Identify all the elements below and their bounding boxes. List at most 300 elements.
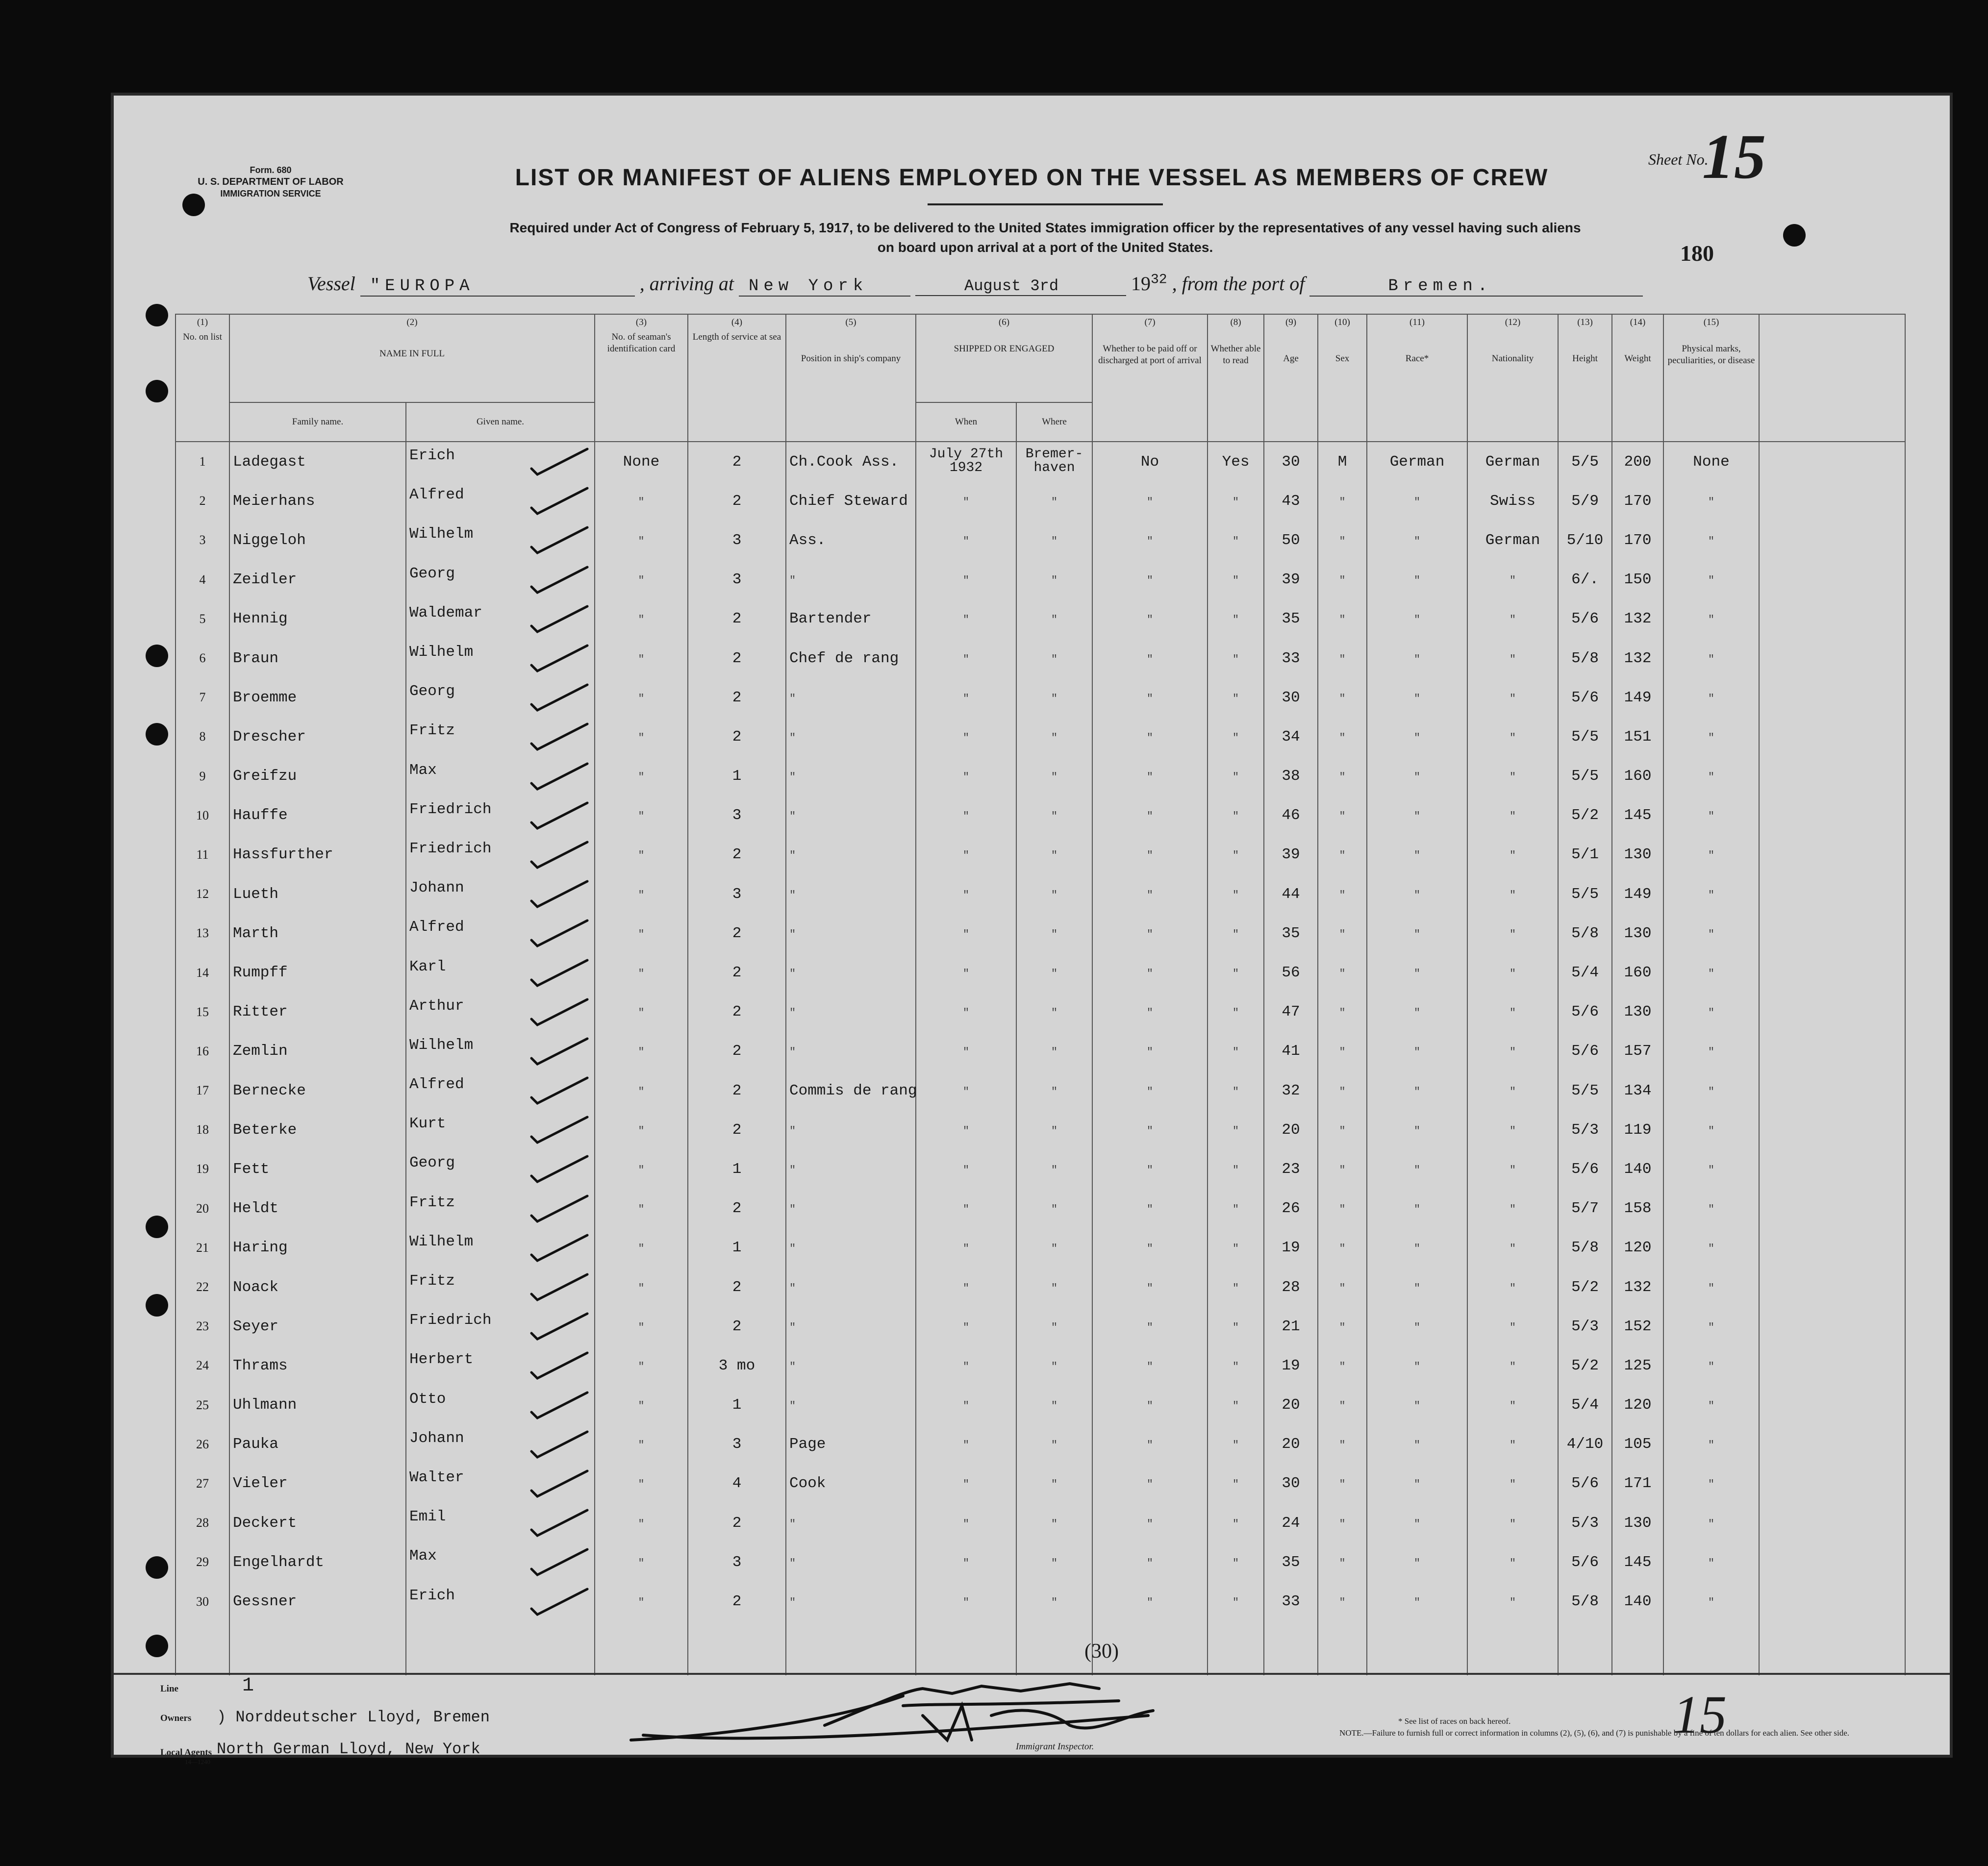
shipped-when: " bbox=[962, 1203, 970, 1216]
position: " bbox=[789, 1282, 796, 1294]
binder-hole bbox=[146, 1556, 168, 1579]
row-number-cell bbox=[176, 1189, 229, 1228]
nationality-cell bbox=[1467, 1386, 1558, 1425]
paid-off: " bbox=[1146, 535, 1154, 547]
id-card-cell bbox=[595, 521, 688, 560]
age-cell bbox=[1264, 639, 1318, 678]
weight-cell bbox=[1612, 1071, 1663, 1110]
weight-cell bbox=[1612, 678, 1663, 717]
shipped-when-cell bbox=[916, 1189, 1016, 1228]
height: 5/6 bbox=[1571, 689, 1599, 706]
weight-cell bbox=[1612, 1425, 1663, 1464]
paid-off-cell bbox=[1092, 560, 1208, 599]
paid-off-cell bbox=[1092, 993, 1208, 1032]
shipped-where-cell bbox=[1016, 639, 1092, 678]
able-to-read: " bbox=[1232, 1124, 1239, 1137]
id-card-cell bbox=[595, 1582, 688, 1621]
shipped-where-cell bbox=[1016, 835, 1092, 874]
family-name-cell bbox=[229, 1307, 406, 1346]
race-cell bbox=[1367, 1307, 1467, 1346]
sex-cell bbox=[1318, 1307, 1367, 1346]
col-header-age: (9) Age bbox=[1264, 314, 1318, 442]
position: " bbox=[789, 771, 796, 784]
position: " bbox=[789, 1557, 796, 1569]
sex-cell bbox=[1318, 1071, 1367, 1110]
row-number: 1 bbox=[199, 454, 206, 469]
blank-cell bbox=[1759, 1386, 1905, 1425]
blank-cell bbox=[1759, 1346, 1905, 1385]
given-name: Friedrich bbox=[409, 800, 492, 818]
shipped-when-cell bbox=[916, 442, 1016, 481]
physical-marks: " bbox=[1708, 1282, 1715, 1294]
row-number-cell bbox=[176, 1268, 229, 1307]
height: 5/5 bbox=[1571, 453, 1599, 471]
height: 4/10 bbox=[1566, 1436, 1604, 1453]
family-name-cell bbox=[229, 1149, 406, 1189]
given-name: Alfred bbox=[409, 919, 464, 936]
height-cell bbox=[1558, 757, 1612, 796]
given-name: Herbert bbox=[409, 1351, 474, 1368]
row-number-cell bbox=[176, 1386, 229, 1425]
race-cell bbox=[1367, 1543, 1467, 1582]
document-title: LIST OR MANIFEST OF ALIENS EMPLOYED ON THE VESSEL AS MEMBERS OF CREW bbox=[515, 165, 1549, 191]
family-name-cell bbox=[229, 442, 406, 481]
shipped-when: July 27th 1932 bbox=[929, 447, 1004, 476]
row-number-cell bbox=[176, 1346, 229, 1385]
given-name: Johann bbox=[409, 879, 464, 897]
shipped-when-cell bbox=[916, 1228, 1016, 1268]
age-cell bbox=[1264, 874, 1318, 914]
age-cell bbox=[1264, 914, 1318, 953]
id-card-cell bbox=[595, 1110, 688, 1149]
service-length-cell bbox=[688, 639, 786, 678]
nationality: " bbox=[1509, 692, 1516, 705]
sex: " bbox=[1339, 653, 1346, 666]
paid-off: " bbox=[1146, 771, 1154, 784]
shipped-when-cell bbox=[916, 1268, 1016, 1307]
given-name-cell bbox=[406, 1386, 595, 1425]
given-name: Otto bbox=[409, 1390, 446, 1408]
position-cell bbox=[786, 1346, 916, 1385]
id-card: " bbox=[638, 968, 645, 980]
paid-off-cell bbox=[1092, 442, 1208, 481]
able-to-read-cell bbox=[1208, 1149, 1264, 1189]
height: 5/6 bbox=[1571, 1475, 1599, 1493]
sex: " bbox=[1339, 1007, 1346, 1020]
age-cell bbox=[1264, 521, 1318, 560]
shipped-where: " bbox=[1051, 535, 1058, 547]
checkmark-icon bbox=[528, 565, 591, 595]
col-header-nationality: (12) Nationality bbox=[1467, 314, 1558, 442]
shipped-where-cell bbox=[1016, 1386, 1092, 1425]
able-to-read: " bbox=[1232, 692, 1239, 705]
row-number: 23 bbox=[196, 1319, 209, 1334]
race-cell bbox=[1367, 1149, 1467, 1189]
shipped-when-cell bbox=[916, 914, 1016, 953]
shipped-when-cell bbox=[916, 639, 1016, 678]
able-to-read-cell bbox=[1208, 678, 1264, 717]
shipped-where-cell bbox=[1016, 442, 1092, 481]
position: " bbox=[789, 1596, 796, 1609]
row-number: 9 bbox=[199, 769, 206, 783]
service-length: 3 bbox=[732, 807, 742, 824]
checkmark-icon bbox=[528, 1508, 591, 1538]
nationality: " bbox=[1509, 771, 1516, 784]
able-to-read-cell bbox=[1208, 1543, 1264, 1582]
position: Commis de rang bbox=[789, 1082, 917, 1099]
owners-label: Owners bbox=[160, 1713, 192, 1723]
physical-marks: " bbox=[1708, 731, 1715, 744]
shipped-where-cell bbox=[1016, 1425, 1092, 1464]
paid-off-cell bbox=[1092, 1346, 1208, 1385]
checkmark-icon bbox=[528, 840, 591, 870]
height: 5/2 bbox=[1571, 1357, 1599, 1374]
checkmark-icon bbox=[528, 1587, 591, 1617]
height-cell bbox=[1558, 914, 1612, 953]
able-to-read-cell bbox=[1208, 481, 1264, 521]
nationality: " bbox=[1509, 574, 1516, 587]
empty-cell bbox=[1612, 1621, 1663, 1675]
physical-marks-cell bbox=[1663, 1582, 1759, 1621]
able-to-read-cell bbox=[1208, 1425, 1264, 1464]
able-to-read: " bbox=[1232, 1360, 1239, 1373]
able-to-read-cell bbox=[1208, 914, 1264, 953]
row-number: 28 bbox=[196, 1516, 209, 1530]
given-name-cell bbox=[406, 560, 595, 599]
shipped-where-cell bbox=[1016, 1346, 1092, 1385]
shipped-when: " bbox=[962, 928, 970, 941]
able-to-read: " bbox=[1232, 1557, 1239, 1569]
shipped-where: " bbox=[1051, 810, 1058, 823]
shipped-where-cell bbox=[1016, 1582, 1092, 1621]
shipped-when-cell bbox=[916, 560, 1016, 599]
shipped-when: " bbox=[962, 692, 970, 705]
physical-marks: " bbox=[1708, 928, 1715, 941]
age: 50 bbox=[1282, 531, 1300, 549]
id-card-cell bbox=[595, 1346, 688, 1385]
age-cell bbox=[1264, 1110, 1318, 1149]
row-number: 27 bbox=[196, 1476, 209, 1491]
id-card-cell bbox=[595, 835, 688, 874]
nationality: " bbox=[1509, 731, 1516, 744]
physical-marks-cell bbox=[1663, 599, 1759, 639]
departure-port: Bremen. bbox=[1309, 277, 1643, 297]
position: " bbox=[789, 928, 796, 941]
nationality-cell bbox=[1467, 1189, 1558, 1228]
paid-off: " bbox=[1146, 810, 1154, 823]
paid-off-cell bbox=[1092, 599, 1208, 639]
id-card: " bbox=[638, 1518, 645, 1530]
races-note: * See list of races on back hereof. bbox=[1398, 1717, 1511, 1726]
nationality-cell bbox=[1467, 993, 1558, 1032]
nationality-cell bbox=[1467, 481, 1558, 521]
shipped-when-cell bbox=[916, 1543, 1016, 1582]
race-cell bbox=[1367, 1464, 1467, 1503]
position-cell bbox=[786, 757, 916, 796]
id-card-cell bbox=[595, 1149, 688, 1189]
position: " bbox=[789, 1007, 796, 1020]
race-cell bbox=[1367, 914, 1467, 953]
position: " bbox=[789, 1400, 796, 1413]
height: 5/3 bbox=[1571, 1318, 1599, 1335]
physical-marks-cell bbox=[1663, 757, 1759, 796]
race: " bbox=[1413, 1596, 1421, 1609]
row-number: 14 bbox=[196, 965, 209, 980]
table-row bbox=[176, 1189, 1905, 1228]
given-name: Georg bbox=[409, 1154, 455, 1172]
weight-cell bbox=[1612, 481, 1663, 521]
document-subtitle bbox=[359, 218, 1732, 257]
binder-hole bbox=[146, 1635, 168, 1657]
nationality-cell bbox=[1467, 874, 1558, 914]
weight: 120 bbox=[1624, 1396, 1652, 1414]
weight-cell bbox=[1612, 1110, 1663, 1149]
row-number-cell bbox=[176, 1503, 229, 1543]
family-name: Greifzu bbox=[233, 768, 297, 785]
service-length: 2 bbox=[732, 1082, 742, 1099]
blank-cell bbox=[1759, 993, 1905, 1032]
age-cell bbox=[1264, 1425, 1318, 1464]
paid-off: " bbox=[1146, 849, 1154, 862]
race: " bbox=[1413, 1282, 1421, 1294]
shipped-where: " bbox=[1051, 1557, 1058, 1569]
age: 34 bbox=[1282, 728, 1300, 746]
shipped-when: " bbox=[962, 731, 970, 744]
physical-marks-cell bbox=[1663, 1228, 1759, 1268]
row-number: 12 bbox=[196, 887, 209, 901]
height-cell bbox=[1558, 1110, 1612, 1149]
family-name: Niggeloh bbox=[233, 531, 306, 549]
paid-off-cell bbox=[1092, 717, 1208, 756]
shipped-where: " bbox=[1051, 1439, 1058, 1452]
checkmark-icon bbox=[528, 997, 591, 1027]
family-name: Beterke bbox=[233, 1121, 297, 1139]
row-number: 15 bbox=[196, 1004, 209, 1019]
nationality-cell bbox=[1467, 442, 1558, 481]
sex-cell bbox=[1318, 1228, 1367, 1268]
line-label: Line bbox=[160, 1684, 178, 1694]
sex-cell bbox=[1318, 796, 1367, 835]
blank-cell bbox=[1759, 1543, 1905, 1582]
physical-marks: " bbox=[1708, 1243, 1715, 1255]
id-card: " bbox=[638, 1478, 645, 1491]
height: 5/3 bbox=[1571, 1514, 1599, 1532]
service-length: 2 bbox=[732, 492, 742, 510]
race: " bbox=[1413, 1046, 1421, 1059]
service-length-cell bbox=[688, 1346, 786, 1385]
shipped-when: " bbox=[962, 968, 970, 980]
table-row bbox=[176, 1543, 1905, 1582]
race-cell bbox=[1367, 1110, 1467, 1149]
shipped-when: " bbox=[962, 1321, 970, 1334]
age: 33 bbox=[1282, 649, 1300, 667]
able-to-read-cell bbox=[1208, 1346, 1264, 1385]
family-name-cell bbox=[229, 1543, 406, 1582]
checkmark-icon bbox=[528, 1037, 591, 1066]
nationality-cell bbox=[1467, 678, 1558, 717]
height: 5/9 bbox=[1571, 492, 1599, 510]
row-number: 19 bbox=[196, 1162, 209, 1176]
race-cell bbox=[1367, 1386, 1467, 1425]
id-card: " bbox=[638, 1596, 645, 1609]
empty-cell bbox=[1663, 1621, 1759, 1675]
checkmark-icon bbox=[528, 722, 591, 751]
row-number-cell bbox=[176, 560, 229, 599]
sex-cell bbox=[1318, 1503, 1367, 1543]
height-cell bbox=[1558, 1425, 1612, 1464]
age: 30 bbox=[1282, 1475, 1300, 1493]
checkmark-icon bbox=[528, 1154, 591, 1184]
service-length-cell bbox=[688, 1149, 786, 1189]
paid-off: " bbox=[1146, 1478, 1154, 1491]
row-number-cell bbox=[176, 717, 229, 756]
able-to-read: " bbox=[1232, 1085, 1239, 1098]
shipped-when: " bbox=[962, 1518, 970, 1530]
family-name: Marth bbox=[233, 924, 279, 942]
paid-off: " bbox=[1146, 653, 1154, 666]
age-cell bbox=[1264, 678, 1318, 717]
col-header-shipped: (6) SHIPPED OR ENGAGED bbox=[916, 314, 1092, 402]
shipped-when: " bbox=[962, 1124, 970, 1137]
family-name-cell bbox=[229, 1032, 406, 1071]
blank-cell bbox=[1759, 1582, 1905, 1621]
nationality-cell bbox=[1467, 1464, 1558, 1503]
paid-off: " bbox=[1146, 889, 1154, 901]
blank-cell bbox=[1759, 914, 1905, 953]
position-cell bbox=[786, 1110, 916, 1149]
table-row bbox=[176, 1071, 1905, 1110]
age: 43 bbox=[1282, 492, 1300, 510]
age-cell bbox=[1264, 717, 1318, 756]
age: 30 bbox=[1282, 453, 1300, 471]
position: Chief Steward bbox=[789, 492, 908, 510]
service-length-cell bbox=[688, 560, 786, 599]
paid-off-cell bbox=[1092, 678, 1208, 717]
height-cell bbox=[1558, 1307, 1612, 1346]
row-number: 30 bbox=[196, 1594, 209, 1609]
shipped-where: Bremer- haven bbox=[1025, 447, 1083, 476]
row-number-cell bbox=[176, 1307, 229, 1346]
service-length: 3 bbox=[732, 1436, 742, 1453]
position: " bbox=[789, 1518, 796, 1530]
service-length: 2 bbox=[732, 846, 742, 864]
age-cell bbox=[1264, 1032, 1318, 1071]
header-row bbox=[176, 314, 1905, 402]
physical-marks-cell bbox=[1663, 1543, 1759, 1582]
empty-cell bbox=[688, 1621, 786, 1675]
id-card-cell bbox=[595, 796, 688, 835]
family-name-cell bbox=[229, 1228, 406, 1268]
position: " bbox=[789, 1203, 796, 1216]
family-name: Pauka bbox=[233, 1436, 279, 1453]
given-name: Erich bbox=[409, 447, 455, 465]
nationality: " bbox=[1509, 1596, 1516, 1609]
row-number: 25 bbox=[196, 1397, 209, 1412]
col-header-family-name: Family name. bbox=[229, 402, 406, 442]
service-length: 2 bbox=[732, 964, 742, 982]
nationality: " bbox=[1509, 1400, 1516, 1413]
age: 41 bbox=[1282, 1043, 1300, 1060]
height-cell bbox=[1558, 1149, 1612, 1189]
able-to-read: " bbox=[1232, 968, 1239, 980]
position: Bartender bbox=[789, 610, 872, 628]
service-length-cell bbox=[688, 1189, 786, 1228]
able-to-read-cell bbox=[1208, 993, 1264, 1032]
race: " bbox=[1413, 810, 1421, 823]
age: 32 bbox=[1282, 1082, 1300, 1099]
given-name-cell bbox=[406, 1149, 595, 1189]
id-card-cell bbox=[595, 442, 688, 481]
able-to-read-cell bbox=[1208, 560, 1264, 599]
row-number-cell bbox=[176, 1110, 229, 1149]
paid-off: " bbox=[1146, 1243, 1154, 1255]
physical-marks-cell bbox=[1663, 953, 1759, 992]
shipped-where: " bbox=[1051, 653, 1058, 666]
id-card: " bbox=[638, 1557, 645, 1569]
service-length: 3 bbox=[732, 885, 742, 903]
service-length: 1 bbox=[732, 1160, 742, 1178]
service-length-cell bbox=[688, 1582, 786, 1621]
able-to-read: " bbox=[1232, 496, 1239, 508]
able-to-read-cell bbox=[1208, 1307, 1264, 1346]
age-cell bbox=[1264, 1228, 1318, 1268]
shipped-when: " bbox=[962, 1282, 970, 1294]
col-header-where: Where bbox=[1016, 402, 1092, 442]
row-number-cell bbox=[176, 599, 229, 639]
family-name-cell bbox=[229, 1582, 406, 1621]
row-number-cell bbox=[176, 1149, 229, 1189]
paid-off-cell bbox=[1092, 914, 1208, 953]
paid-off-cell bbox=[1092, 1268, 1208, 1307]
physical-marks: " bbox=[1708, 1321, 1715, 1334]
race-cell bbox=[1367, 1032, 1467, 1071]
height: 5/6 bbox=[1571, 1553, 1599, 1571]
id-card: " bbox=[638, 1282, 645, 1294]
weight: 170 bbox=[1624, 492, 1652, 510]
race-cell bbox=[1367, 993, 1467, 1032]
nationality-cell bbox=[1467, 953, 1558, 992]
service-length-cell bbox=[688, 1032, 786, 1071]
race: " bbox=[1413, 1321, 1421, 1334]
position: Page bbox=[789, 1436, 826, 1453]
able-to-read: Yes bbox=[1222, 453, 1250, 471]
physical-marks-cell bbox=[1663, 1189, 1759, 1228]
able-to-read: " bbox=[1232, 889, 1239, 901]
row-number-cell bbox=[176, 1582, 229, 1621]
physical-marks: " bbox=[1708, 1478, 1715, 1491]
weight-cell bbox=[1612, 993, 1663, 1032]
empty-cell bbox=[1367, 1621, 1467, 1675]
able-to-read-cell bbox=[1208, 1503, 1264, 1543]
shipped-where: " bbox=[1051, 1243, 1058, 1255]
nationality: " bbox=[1509, 1007, 1516, 1020]
height-cell bbox=[1558, 717, 1612, 756]
row-number-cell bbox=[176, 993, 229, 1032]
paid-off: " bbox=[1146, 1164, 1154, 1176]
service-length: 3 bbox=[732, 531, 742, 549]
row-number-cell bbox=[176, 442, 229, 481]
checkmark-icon bbox=[528, 1272, 591, 1302]
table-row bbox=[176, 1582, 1905, 1621]
weight: 130 bbox=[1624, 924, 1652, 942]
checkmark-icon bbox=[528, 1233, 591, 1263]
position: Chef de rang bbox=[789, 649, 899, 667]
given-name: Arthur bbox=[409, 997, 464, 1015]
shipped-when: " bbox=[962, 1596, 970, 1609]
binder-hole bbox=[1783, 224, 1806, 247]
row-number-cell bbox=[176, 914, 229, 953]
id-card-cell bbox=[595, 1464, 688, 1503]
